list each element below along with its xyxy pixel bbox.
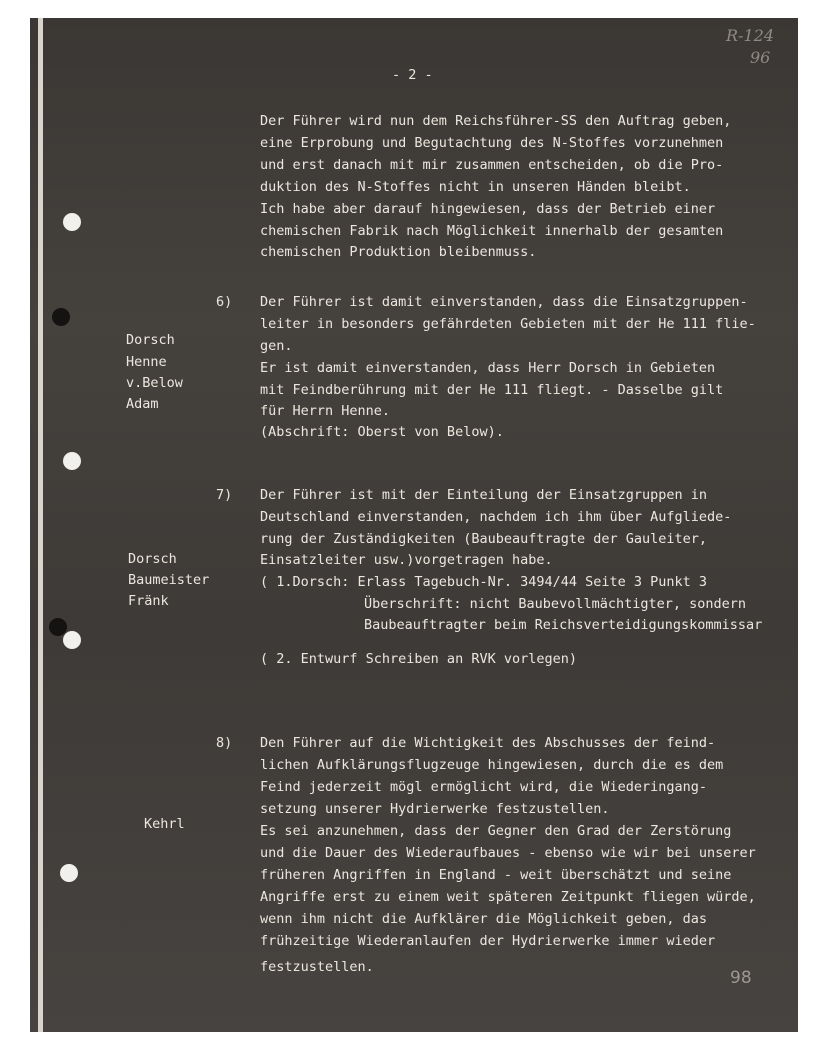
item-name: Kehrl bbox=[144, 816, 185, 832]
item-name: Baumeister bbox=[128, 572, 210, 588]
archive-mark-line2: 96 bbox=[750, 48, 771, 67]
page-edge bbox=[38, 18, 43, 1032]
item-text-line: rung der Zuständigkeiten (Baubeauftragte der Gauleiter, bbox=[260, 531, 708, 547]
item-text-line: Überschrift: nicht Baubevollmächtigter, sondern bbox=[364, 596, 747, 612]
archive-mark-line1: R-124 bbox=[726, 26, 774, 45]
item-name: v.Below bbox=[126, 375, 183, 391]
document-page bbox=[30, 18, 798, 1032]
punch-hole bbox=[52, 308, 70, 326]
item-text-line: (Abschrift: Oberst von Below). bbox=[260, 424, 504, 440]
item-text-line: Es sei anzunehmen, dass der Gegner den Grad der Zerstörung bbox=[260, 823, 732, 839]
item-text-line: und die Dauer des Wiederaufbaues - ebenso wie wir bei unserer bbox=[260, 845, 756, 861]
item-number: 6) bbox=[216, 294, 233, 310]
item-text-line: gen. bbox=[260, 338, 293, 354]
item-name: Henne bbox=[126, 354, 167, 370]
intro-line: Der Führer wird nun dem Reichsführer-SS den Auftrag geben, bbox=[260, 113, 732, 129]
intro-line: chemischen Produktion bleibenmuss. bbox=[260, 244, 537, 260]
item-text-line: mit Feindberührung mit der He 111 fliegt. - Dasselbe gilt bbox=[260, 382, 724, 398]
page-number: 98 bbox=[730, 968, 752, 988]
item-text-line: Einsatzleiter usw.)vorgetragen habe. bbox=[260, 552, 553, 568]
item-number: 7) bbox=[216, 487, 233, 503]
punch-hole bbox=[60, 864, 78, 882]
item-text-line: Deutschland einverstanden, nachdem ich ihm über Aufgliede- bbox=[260, 509, 732, 525]
item-text-line: Der Führer ist mit der Einteilung der Einsatzgruppen in bbox=[260, 487, 708, 503]
item-text-line: Feind jederzeit mögl ermöglicht wird, die Wiederingang- bbox=[260, 779, 708, 795]
item-number: 8) bbox=[216, 735, 233, 751]
item-text-line: für Herrn Henne. bbox=[260, 403, 391, 419]
item-name: Adam bbox=[126, 396, 159, 412]
punch-hole bbox=[63, 452, 81, 470]
item-text-line: wenn ihm nicht die Aufklärer die Möglichkeit geben, das bbox=[260, 911, 708, 927]
page-header: - 2 - bbox=[392, 67, 433, 83]
item-name: Dorsch bbox=[126, 332, 175, 348]
punch-hole bbox=[63, 213, 81, 231]
intro-line: duktion des N-Stoffes nicht in unseren Händen bleibt. bbox=[260, 179, 691, 195]
item-text-line: leiter in besonders gefährdeten Gebieten mit der He 111 flie- bbox=[260, 316, 756, 332]
item-text-line: frühzeitige Wiederanlaufen der Hydrierwerke immer wieder bbox=[260, 933, 716, 949]
intro-line: Ich habe aber darauf hingewiesen, dass der Betrieb einer bbox=[260, 201, 716, 217]
item-text-line: festzustellen. bbox=[260, 959, 374, 975]
intro-line: eine Erprobung und Begutachtung des N-Stoffes vorzunehmen bbox=[260, 135, 724, 151]
item-text-line: ( 2. Entwurf Schreiben an RVK vorlegen) bbox=[260, 651, 577, 667]
item-text-line: früheren Angriffen in England - weit überschätzt und seine bbox=[260, 867, 732, 883]
item-text-line: Der Führer ist damit einverstanden, dass die Einsatzgruppen- bbox=[260, 294, 748, 310]
item-text-line: ( 1.Dorsch: Erlass Tagebuch-Nr. 3494/44 Seite 3 Punkt 3 bbox=[260, 574, 708, 590]
punch-hole bbox=[63, 631, 81, 649]
intro-line: und erst danach mit mir zusammen entscheiden, ob die Pro- bbox=[260, 157, 724, 173]
item-text-line: lichen Aufklärungsflugzeuge hingewiesen, durch die es dem bbox=[260, 757, 724, 773]
item-text-line: setzung unserer Hydrierwerke festzustellen. bbox=[260, 801, 610, 817]
item-name: Fränk bbox=[128, 593, 169, 609]
intro-line: chemischen Fabrik nach Möglichkeit innerhalb der gesamten bbox=[260, 223, 724, 239]
item-text-line: Er ist damit einverstanden, dass Herr Dorsch in Gebieten bbox=[260, 360, 716, 376]
item-name: Dorsch bbox=[128, 551, 177, 567]
item-text-line: Baubeauftragter beim Reichsverteidigungskommissar bbox=[364, 617, 763, 633]
item-text-line: Angriffe erst zu einem weit späteren Zeitpunkt fliegen würde, bbox=[260, 889, 756, 905]
item-text-line: Den Führer auf die Wichtigkeit des Abschusses der feind- bbox=[260, 735, 716, 751]
